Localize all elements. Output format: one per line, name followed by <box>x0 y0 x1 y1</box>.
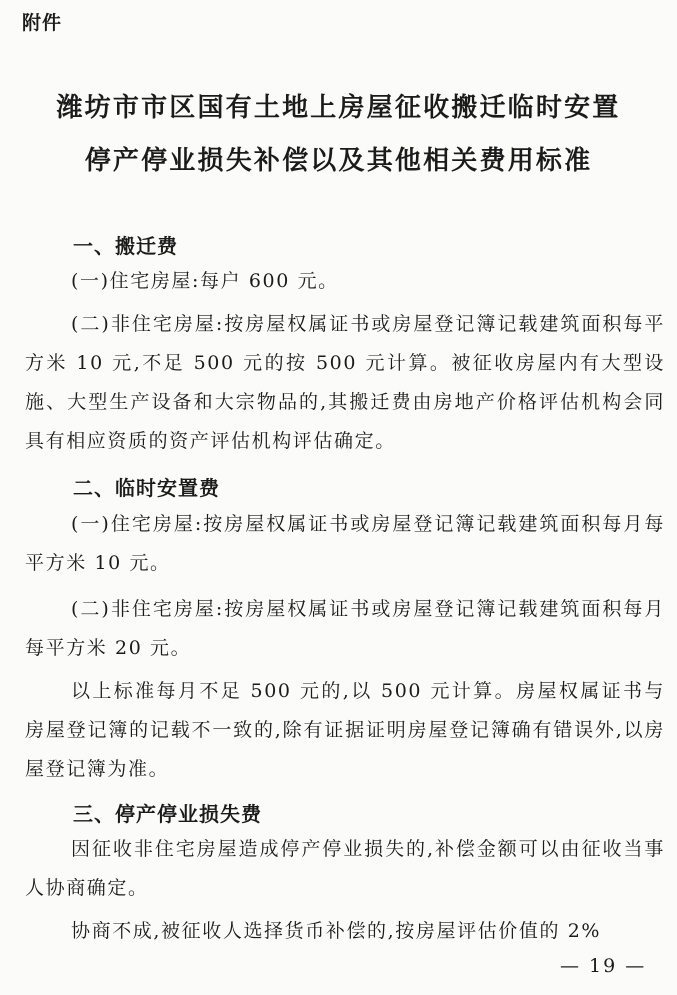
paragraph-business-loss-monetary: 协商不成,被征收人选择货币补偿的,按房屋评估价值的 2% <box>71 920 602 942</box>
attachment-label: 附件 <box>22 12 63 34</box>
paragraph-relocation-residential: (一)住宅房屋:每户 600 元。 <box>71 270 339 292</box>
section-heading-temporary-resettlement-fee: 二、临时安置费 <box>73 476 220 500</box>
paragraph-relocation-non-residential: (二)非住宅房屋:按房屋权属证书或房屋登记簿记载建筑面积每平方米 10 元,不足 500 元的按 500 元计算。被征收房屋内有大型设施、大型生产设备和大宗物品的,其搬迁费由房地产价格评估机构会同具有相应资质的资产评估机构评估确定。 <box>25 313 665 452</box>
section-heading-business-loss-fee: 三、停产停业损失费 <box>73 802 262 826</box>
section-heading-relocation-fee: 一、搬迁费 <box>73 234 178 258</box>
paragraph-business-loss-negotiation: 因征收非住宅房屋造成停产停业损失的,补偿金额可以由征收当事人协商确定。 <box>25 838 665 899</box>
paragraph-resettlement-minimum: 以上标准每月不足 500 元的,以 500 元计算。房屋权属证书与房屋登记簿的记载不一致的,除有证据证明房屋登记簿确有错误外,以房屋登记簿为准。 <box>25 680 665 780</box>
document-title-line-2: 停产停业损失补偿以及其他相关费用标准 <box>84 146 593 176</box>
paragraph-resettlement-non-residential: (二)非住宅房屋:按房屋权属证书或房屋登记簿记载建筑面积每月每平方米 20 元。 <box>25 598 665 659</box>
page-number: — 19 — <box>560 955 647 977</box>
paragraph-resettlement-residential: (一)住宅房屋:按房屋权属证书或房屋登记簿记载建筑面积每月每平方米 10 元。 <box>25 513 665 574</box>
document-title-line-1: 潍坊市市区国有土地上房屋征收搬迁临时安置 <box>56 93 621 123</box>
